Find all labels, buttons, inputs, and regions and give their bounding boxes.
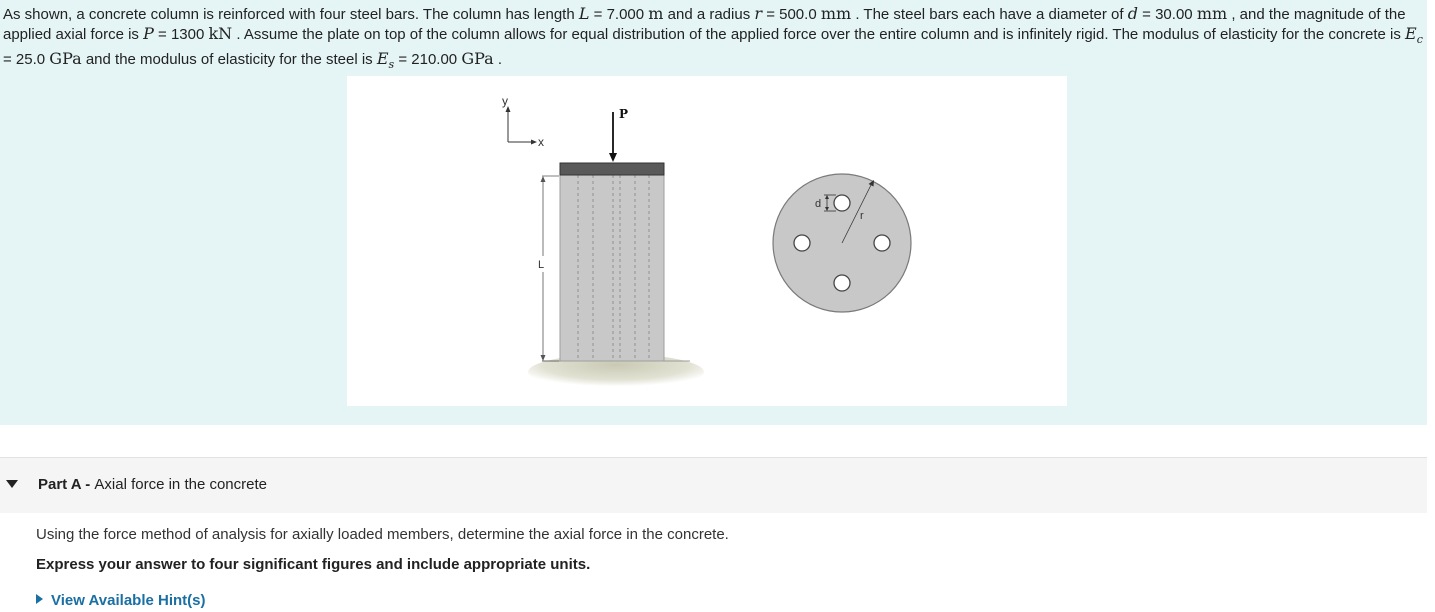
problem-statement	[3, 4, 1423, 74]
var-L: L	[578, 4, 590, 23]
problem-text-3: . The steel bars each have a diameter of	[851, 6, 1128, 23]
problem-text-5: . Assume the plate on top of the column allows for equal distribution of the applied force over the entire column and is infinitely rigid. The modulus of elasticity for the concrete is	[232, 26, 1406, 43]
part-a-header[interactable]	[0, 458, 1427, 513]
problem-text-1: As shown, a concrete column is reinforced with four steel bars. The column has length	[3, 6, 579, 23]
var-Es-symbol: E	[376, 49, 389, 69]
val-P: = 1300	[153, 26, 209, 43]
var-Ec-symbol: E	[1405, 24, 1417, 43]
var-P: P	[143, 24, 154, 43]
var-Ec	[1405, 24, 1423, 47]
problem-text-6: and the modulus of elasticity for the steel is	[81, 51, 377, 69]
unit-Ec: GPa	[49, 49, 82, 69]
x-axis-label: x	[538, 135, 544, 149]
part-a-label: Part A -	[38, 476, 95, 493]
y-axis-label: y	[502, 94, 508, 108]
part-a-title	[38, 476, 267, 493]
steel-bar-right	[874, 235, 890, 251]
unit-r: mm	[820, 4, 852, 23]
dimension-arrow-up-icon	[541, 176, 546, 182]
view-hints-link[interactable]	[36, 592, 206, 609]
unit-L: m	[648, 4, 664, 23]
concrete-column	[560, 163, 664, 361]
dimension-arrow-down-icon	[541, 355, 546, 361]
var-Es	[376, 49, 395, 72]
expand-arrow-icon	[36, 594, 43, 604]
val-d: = 30.00	[1138, 6, 1197, 23]
part-a-question: Using the force method of analysis for axially loaded members, determine the axial force in the concrete.	[36, 526, 729, 543]
var-d: d	[1127, 4, 1138, 23]
applied-load	[609, 107, 628, 162]
column-figure	[347, 76, 1067, 406]
val-Ec: = 25.0	[3, 51, 50, 69]
cross-section	[773, 174, 911, 312]
view-hints-label: View Available Hint(s)	[51, 592, 206, 609]
column-body	[560, 175, 664, 361]
axis-indicator	[502, 94, 544, 149]
val-Es: = 210.00	[394, 51, 462, 69]
problem-text-4: , and the magnitude of the applied axial force is	[3, 6, 1406, 43]
var-Es-subscript: s	[388, 58, 395, 72]
load-label: P	[619, 107, 629, 121]
length-dimension	[538, 176, 559, 361]
problem-text-2: and a radius	[663, 6, 755, 23]
val-r: = 500.0	[762, 6, 821, 23]
problem-text-7: .	[493, 51, 503, 69]
unit-d: mm	[1196, 4, 1228, 23]
var-Ec-subscript: c	[1416, 33, 1423, 47]
diameter-label: d	[815, 198, 822, 210]
unit-P: kN	[208, 24, 233, 43]
steel-bar-left	[794, 235, 810, 251]
unit-Es: GPa	[461, 49, 494, 69]
collapse-triangle-icon[interactable]	[6, 480, 18, 488]
part-a-title-text: Axial force in the concrete	[94, 476, 267, 493]
part-a-instruction: Express your answer to four significant figures and include appropriate units.	[36, 556, 591, 573]
length-label: L	[538, 259, 545, 271]
steel-bar-top	[834, 195, 850, 211]
load-arrow-icon	[609, 153, 617, 162]
val-L: = 7.000	[589, 6, 649, 23]
x-axis-arrow-icon	[531, 140, 537, 145]
column-diagram	[347, 76, 1067, 406]
steel-bar-bottom	[834, 275, 850, 291]
radius-label: r	[860, 210, 864, 222]
rigid-top-plate	[560, 163, 664, 175]
var-r: r	[754, 4, 763, 23]
